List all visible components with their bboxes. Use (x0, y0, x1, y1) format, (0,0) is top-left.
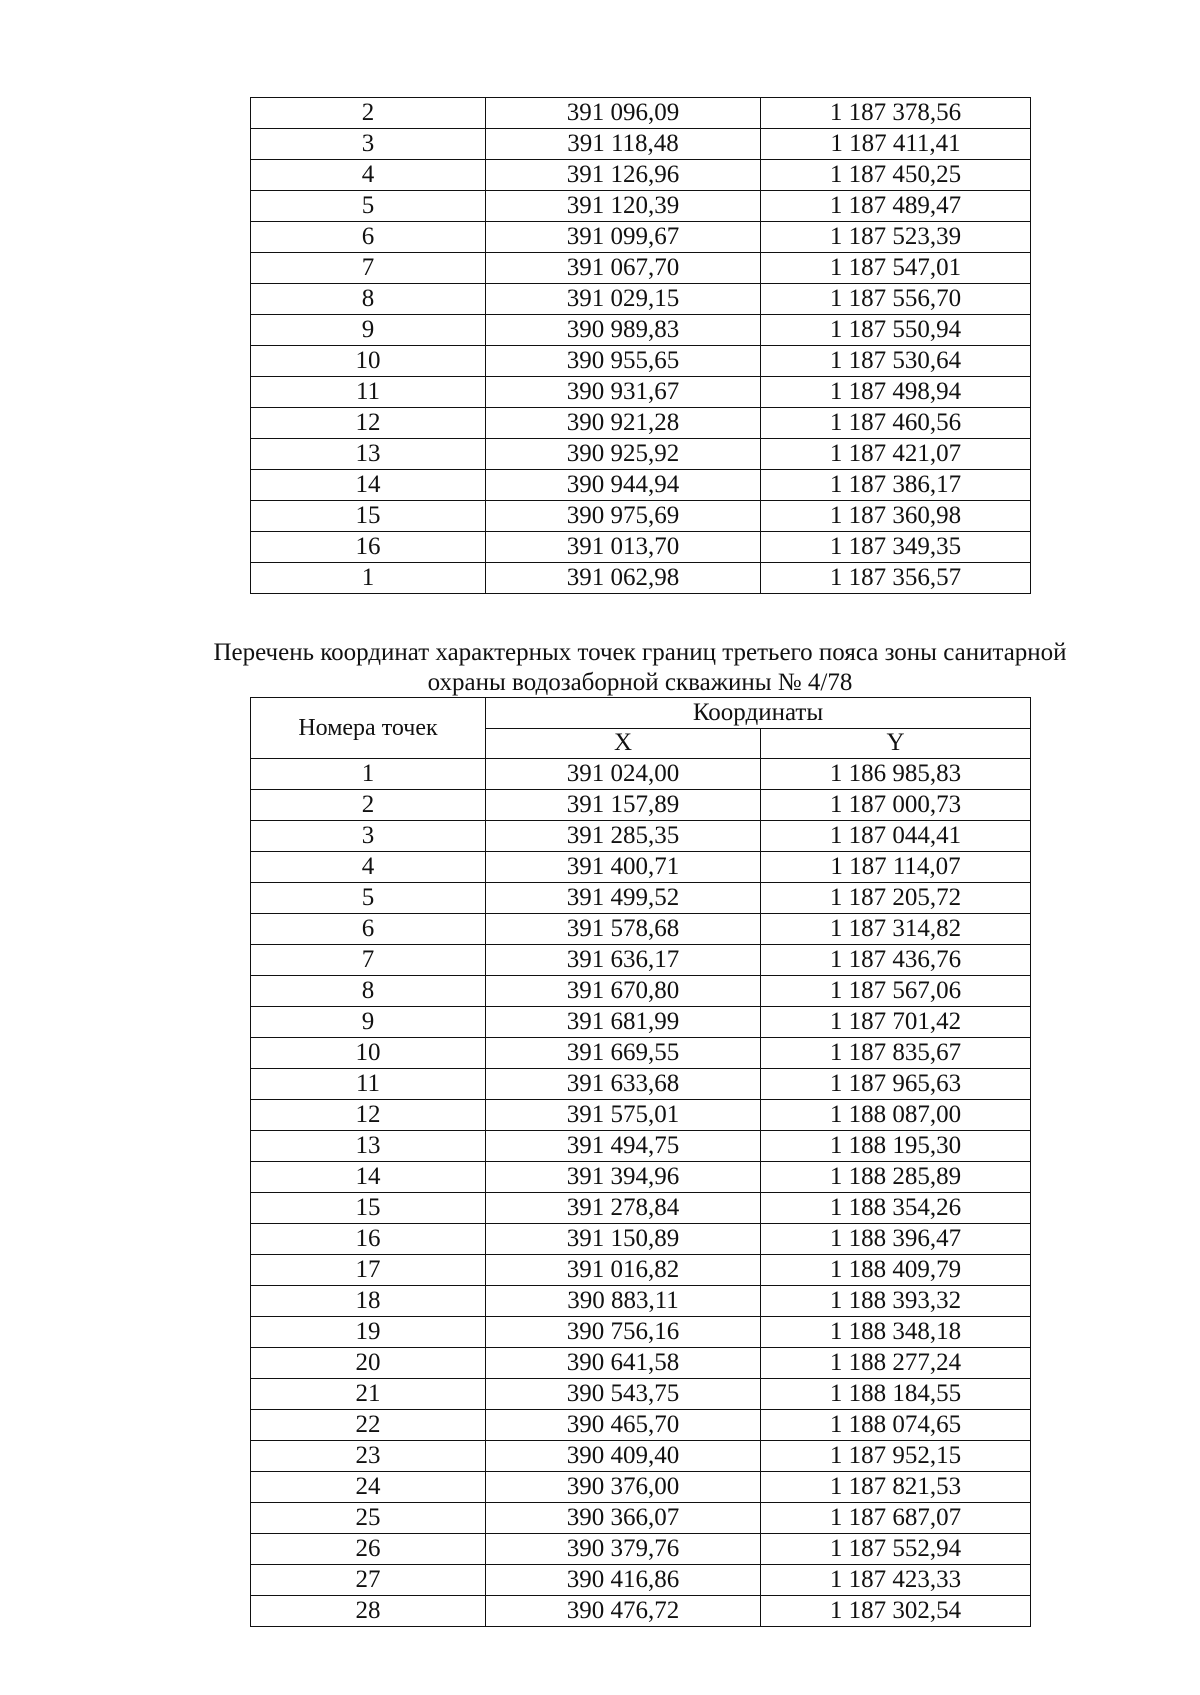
point-number-cell: 3 (251, 821, 486, 852)
table-row (251, 222, 1031, 253)
table-row (251, 346, 1031, 377)
table-row (251, 1534, 1031, 1565)
point-number-cell: 12 (251, 1100, 486, 1131)
table-row (251, 883, 1031, 914)
y-coordinate-cell: 1 187 356,57 (761, 563, 1031, 594)
y-coordinate-cell: 1 186 985,83 (761, 759, 1031, 790)
x-coordinate-cell: 391 285,35 (486, 821, 761, 852)
point-number-cell: 2 (251, 790, 486, 821)
point-number-cell: 11 (251, 377, 486, 408)
y-coordinate-cell: 1 187 567,06 (761, 976, 1031, 1007)
y-coordinate-cell: 1 187 044,41 (761, 821, 1031, 852)
point-number-cell: 4 (251, 852, 486, 883)
table-row (251, 790, 1031, 821)
x-coordinate-cell: 390 543,75 (486, 1379, 761, 1410)
y-coordinate-cell: 1 187 530,64 (761, 346, 1031, 377)
point-number-cell: 16 (251, 532, 486, 563)
point-number-cell: 14 (251, 470, 486, 501)
point-number-cell: 8 (251, 976, 486, 1007)
point-number-cell: 11 (251, 1069, 486, 1100)
point-number-cell: 15 (251, 501, 486, 532)
y-coordinate-cell: 1 188 277,24 (761, 1348, 1031, 1379)
x-coordinate-cell: 390 465,70 (486, 1410, 761, 1441)
table-row (251, 191, 1031, 222)
x-coordinate-cell: 391 681,99 (486, 1007, 761, 1038)
x-coordinate-cell: 391 157,89 (486, 790, 761, 821)
y-coordinate-cell: 1 187 547,01 (761, 253, 1031, 284)
table-row (251, 759, 1031, 790)
point-number-cell: 7 (251, 253, 486, 284)
point-number-cell: 22 (251, 1410, 486, 1441)
y-coordinate-cell: 1 187 205,72 (761, 883, 1031, 914)
table-row (251, 1193, 1031, 1224)
point-number-cell: 6 (251, 914, 486, 945)
y-coordinate-cell: 1 187 302,54 (761, 1596, 1031, 1627)
x-coordinate-cell: 390 366,07 (486, 1503, 761, 1534)
point-number-cell: 24 (251, 1472, 486, 1503)
x-coordinate-cell: 391 633,68 (486, 1069, 761, 1100)
point-number-cell: 5 (251, 883, 486, 914)
x-coordinate-cell: 391 278,84 (486, 1193, 761, 1224)
x-coordinate-cell: 391 013,70 (486, 532, 761, 563)
x-coordinate-cell: 390 975,69 (486, 501, 761, 532)
y-coordinate-cell: 1 187 450,25 (761, 160, 1031, 191)
x-coordinate-cell: 391 099,67 (486, 222, 761, 253)
y-coordinate-cell: 1 188 087,00 (761, 1100, 1031, 1131)
table-row (251, 1348, 1031, 1379)
x-coordinate-cell: 391 636,17 (486, 945, 761, 976)
x-coordinate-cell: 391 400,71 (486, 852, 761, 883)
x-coordinate-cell: 390 641,58 (486, 1348, 761, 1379)
point-number-cell: 4 (251, 160, 486, 191)
y-coordinate-cell: 1 188 396,47 (761, 1224, 1031, 1255)
point-number-cell: 12 (251, 408, 486, 439)
table-row (251, 284, 1031, 315)
x-coordinate-cell: 390 409,40 (486, 1441, 761, 1472)
y-coordinate-cell: 1 187 386,17 (761, 470, 1031, 501)
y-coordinate-cell: 1 187 460,56 (761, 408, 1031, 439)
x-coordinate-cell: 391 394,96 (486, 1162, 761, 1193)
y-coordinate-cell: 1 188 354,26 (761, 1193, 1031, 1224)
table-row (251, 408, 1031, 439)
section-title (150, 638, 1130, 698)
point-number-cell: 17 (251, 1255, 486, 1286)
table-row (251, 439, 1031, 470)
x-coordinate-cell: 391 670,80 (486, 976, 761, 1007)
y-coordinate-cell: 1 187 498,94 (761, 377, 1031, 408)
y-coordinate-cell: 1 188 184,55 (761, 1379, 1031, 1410)
point-number-cell: 15 (251, 1193, 486, 1224)
point-number-cell: 16 (251, 1224, 486, 1255)
y-coordinate-cell: 1 187 556,70 (761, 284, 1031, 315)
y-coordinate-cell: 1 187 314,82 (761, 914, 1031, 945)
x-coordinate-cell: 391 096,09 (486, 98, 761, 129)
y-coordinate-cell: 1 188 074,65 (761, 1410, 1031, 1441)
table-row (251, 1162, 1031, 1193)
x-coordinate-cell: 391 150,89 (486, 1224, 761, 1255)
header-row (251, 698, 1031, 729)
x-coordinate-cell: 391 062,98 (486, 563, 761, 594)
x-coordinate-cell: 390 376,00 (486, 1472, 761, 1503)
y-coordinate-cell: 1 187 489,47 (761, 191, 1031, 222)
table-row (251, 253, 1031, 284)
point-number-cell: 13 (251, 1131, 486, 1162)
coordinates-table-continued (250, 97, 1031, 594)
y-coordinate-cell: 1 187 421,07 (761, 439, 1031, 470)
x-coordinate-cell: 390 931,67 (486, 377, 761, 408)
y-coordinate-cell: 1 187 000,73 (761, 790, 1031, 821)
header-coordinates: Координаты (486, 698, 1031, 729)
y-coordinate-cell: 1 188 195,30 (761, 1131, 1031, 1162)
table-row (251, 1317, 1031, 1348)
x-coordinate-cell: 391 016,82 (486, 1255, 761, 1286)
table-row (251, 1007, 1031, 1038)
table-row (251, 821, 1031, 852)
point-number-cell: 1 (251, 759, 486, 790)
y-coordinate-cell: 1 188 409,79 (761, 1255, 1031, 1286)
header-point-numbers: Номера точек (251, 698, 486, 759)
table-row (251, 945, 1031, 976)
point-number-cell: 18 (251, 1286, 486, 1317)
table-row (251, 914, 1031, 945)
x-coordinate-cell: 390 989,83 (486, 315, 761, 346)
table-row (251, 1255, 1031, 1286)
y-coordinate-cell: 1 188 348,18 (761, 1317, 1031, 1348)
x-coordinate-cell: 391 126,96 (486, 160, 761, 191)
y-coordinate-cell: 1 187 965,63 (761, 1069, 1031, 1100)
x-coordinate-cell: 390 379,76 (486, 1534, 761, 1565)
y-coordinate-cell: 1 187 360,98 (761, 501, 1031, 532)
x-coordinate-cell: 391 575,01 (486, 1100, 761, 1131)
x-coordinate-cell: 391 024,00 (486, 759, 761, 790)
table-row (251, 1379, 1031, 1410)
table-row (251, 1131, 1031, 1162)
table-row (251, 470, 1031, 501)
y-coordinate-cell: 1 187 349,35 (761, 532, 1031, 563)
point-number-cell: 9 (251, 1007, 486, 1038)
y-coordinate-cell: 1 187 436,76 (761, 945, 1031, 976)
point-number-cell: 27 (251, 1565, 486, 1596)
x-coordinate-cell: 391 118,48 (486, 129, 761, 160)
y-coordinate-cell: 1 187 701,42 (761, 1007, 1031, 1038)
point-number-cell: 10 (251, 1038, 486, 1069)
x-coordinate-cell: 391 120,39 (486, 191, 761, 222)
point-number-cell: 23 (251, 1441, 486, 1472)
table-row (251, 1100, 1031, 1131)
y-coordinate-cell: 1 188 285,89 (761, 1162, 1031, 1193)
y-coordinate-cell: 1 187 411,41 (761, 129, 1031, 160)
point-number-cell: 5 (251, 191, 486, 222)
point-number-cell: 1 (251, 563, 486, 594)
x-coordinate-cell: 391 029,15 (486, 284, 761, 315)
point-number-cell: 10 (251, 346, 486, 377)
table-row (251, 532, 1031, 563)
y-coordinate-cell: 1 187 835,67 (761, 1038, 1031, 1069)
table-row (251, 315, 1031, 346)
table-row (251, 1410, 1031, 1441)
point-number-cell: 25 (251, 1503, 486, 1534)
section-title-line-2: охраны водозаборной скважины № 4/78 (427, 669, 853, 696)
table-row (251, 1472, 1031, 1503)
table-row (251, 852, 1031, 883)
table-row (251, 160, 1031, 191)
y-coordinate-cell: 1 187 523,39 (761, 222, 1031, 253)
x-coordinate-cell: 390 921,28 (486, 408, 761, 439)
table-row (251, 501, 1031, 532)
y-coordinate-cell: 1 187 552,94 (761, 1534, 1031, 1565)
y-coordinate-cell: 1 187 423,33 (761, 1565, 1031, 1596)
table-row (251, 1224, 1031, 1255)
x-coordinate-cell: 390 416,86 (486, 1565, 761, 1596)
header-y: Y (761, 728, 1031, 759)
header-x: X (486, 728, 761, 759)
table-row (251, 98, 1031, 129)
coordinates-table-body (251, 98, 1031, 594)
table-row (251, 377, 1031, 408)
y-coordinate-cell: 1 187 550,94 (761, 315, 1031, 346)
point-number-cell: 2 (251, 98, 486, 129)
coordinates-table-third-belt (250, 697, 1031, 1627)
point-number-cell: 26 (251, 1534, 486, 1565)
y-coordinate-cell: 1 187 687,07 (761, 1503, 1031, 1534)
point-number-cell: 19 (251, 1317, 486, 1348)
x-coordinate-cell: 390 944,94 (486, 470, 761, 501)
x-coordinate-cell: 390 925,92 (486, 439, 761, 470)
section-title-line-1: Перечень координат характерных точек границ третьего пояса зоны санитарной (213, 639, 1067, 666)
point-number-cell: 8 (251, 284, 486, 315)
y-coordinate-cell: 1 187 378,56 (761, 98, 1031, 129)
table-row (251, 1565, 1031, 1596)
point-number-cell: 28 (251, 1596, 486, 1627)
table-header (251, 698, 1031, 759)
point-number-cell: 3 (251, 129, 486, 160)
point-number-cell: 13 (251, 439, 486, 470)
y-coordinate-cell: 1 188 393,32 (761, 1286, 1031, 1317)
coordinates-table-body (251, 759, 1031, 1627)
table-row (251, 976, 1031, 1007)
point-number-cell: 7 (251, 945, 486, 976)
y-coordinate-cell: 1 187 114,07 (761, 852, 1031, 883)
point-number-cell: 6 (251, 222, 486, 253)
table-row (251, 1038, 1031, 1069)
table-row (251, 1503, 1031, 1534)
table-row (251, 1069, 1031, 1100)
x-coordinate-cell: 390 883,11 (486, 1286, 761, 1317)
table-row (251, 129, 1031, 160)
table-row (251, 563, 1031, 594)
table-row (251, 1441, 1031, 1472)
x-coordinate-cell: 391 494,75 (486, 1131, 761, 1162)
point-number-cell: 21 (251, 1379, 486, 1410)
point-number-cell: 20 (251, 1348, 486, 1379)
x-coordinate-cell: 390 756,16 (486, 1317, 761, 1348)
y-coordinate-cell: 1 187 952,15 (761, 1441, 1031, 1472)
table-row (251, 1286, 1031, 1317)
y-coordinate-cell: 1 187 821,53 (761, 1472, 1031, 1503)
point-number-cell: 14 (251, 1162, 486, 1193)
x-coordinate-cell: 390 955,65 (486, 346, 761, 377)
x-coordinate-cell: 391 499,52 (486, 883, 761, 914)
x-coordinate-cell: 391 578,68 (486, 914, 761, 945)
table-row (251, 1596, 1031, 1627)
point-number-cell: 9 (251, 315, 486, 346)
x-coordinate-cell: 391 669,55 (486, 1038, 761, 1069)
x-coordinate-cell: 390 476,72 (486, 1596, 761, 1627)
x-coordinate-cell: 391 067,70 (486, 253, 761, 284)
